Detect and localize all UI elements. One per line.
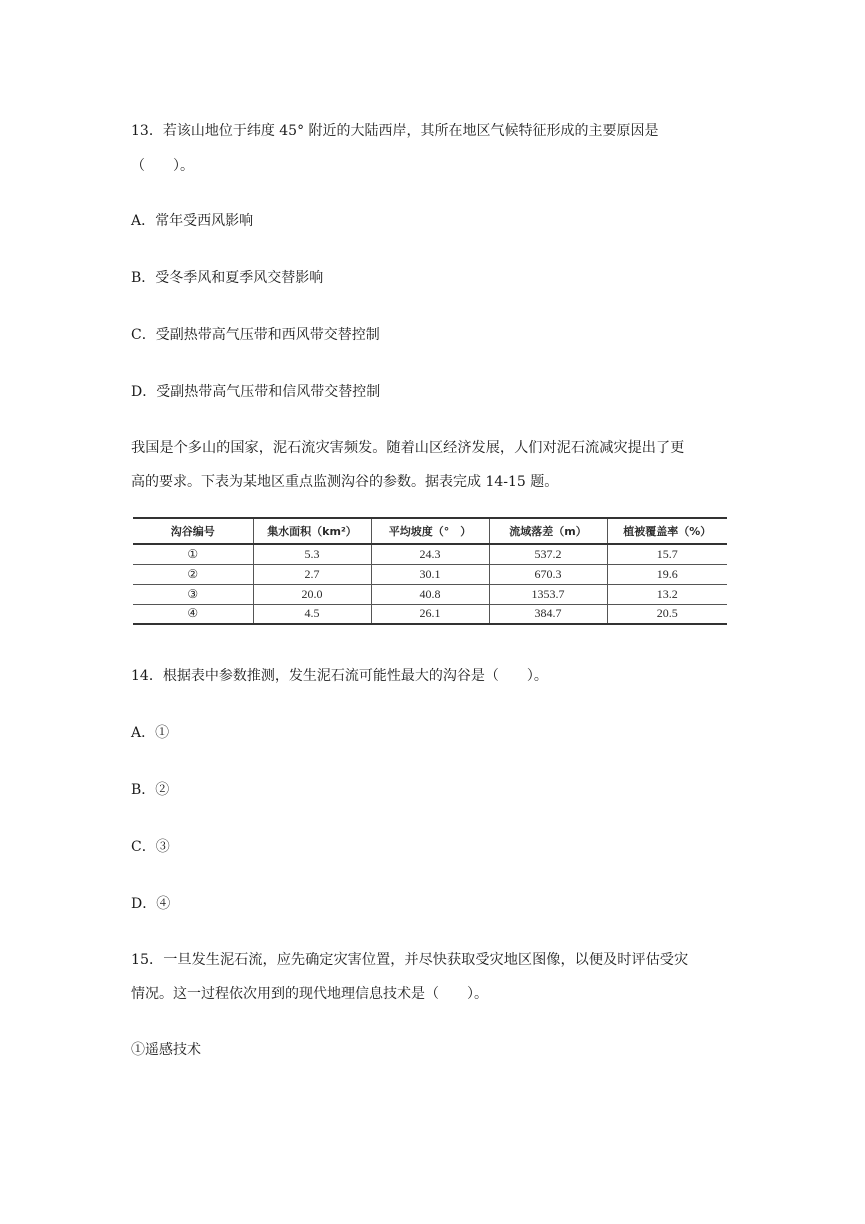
table-row [133,564,727,584]
q14-option-d: D．④ [131,896,171,912]
q15-stem-line1: 15．一旦发生泥石流，应先确定灾害位置，并尽快获取受灾地区图像，以便及时评估受灾 [131,952,689,968]
table-cell: 1353.7 [489,584,607,604]
table-cell: ④ [133,604,253,624]
table-cell: ③ [133,584,253,604]
table-cell: 670.3 [489,564,607,584]
table-cell: 19.6 [607,564,727,584]
table-cell: 5.3 [253,544,371,564]
q14-option-b: B．② [131,782,170,798]
table-cell: 40.8 [371,584,489,604]
q13-stem-line1: 13．若该山地位于纬度 45° 附近的大陆西岸，其所在地区气候特征形成的主要原因是 [131,123,659,139]
table-cell: 30.1 [371,564,489,584]
table-header-cell: 平均坡度（° ） [371,518,489,544]
q13-option-b: B．受冬季风和夏季风交替影响 [131,270,324,286]
table-cell: 26.1 [371,604,489,624]
table-cell: 537.2 [489,544,607,564]
table-row [133,544,727,564]
table-cell: ② [133,564,253,584]
q13-stem-line2: （ ）。 [131,158,194,174]
table-header-cell: 集水面积（km²） [253,518,371,544]
q13-option-d: D．受副热带高气压带和信风带交替控制 [131,384,381,400]
table-cell: 20.5 [607,604,727,624]
table-header-row [133,518,727,544]
table-header-cell: 流域落差（m） [489,518,607,544]
table-cell: 4.5 [253,604,371,624]
table-header-cell: 植被覆盖率（%） [607,518,727,544]
gully-parameter-table [133,517,727,625]
table-cell: 15.7 [607,544,727,564]
table-cell: 13.2 [607,584,727,604]
q14-option-c: C．③ [131,839,170,855]
table-row [133,604,727,624]
q15-stem-line2: 情况。这一过程依次用到的现代地理信息技术是（ ）。 [131,986,488,1002]
intro-line2: 高的要求。下表为某地区重点监测沟谷的参数。据表完成 14-15 题。 [131,474,559,490]
table-cell: 384.7 [489,604,607,624]
intro-line1: 我国是个多山的国家，泥石流灾害频发。随着山区经济发展，人们对泥石流减灾提出了更 [131,440,685,456]
table-row [133,584,727,604]
table-cell: ① [133,544,253,564]
q13-option-a: A．常年受西风影响 [131,213,254,229]
q15-item-1: ①遥感技术 [131,1042,201,1058]
q14-stem: 14．根据表中参数推测，发生泥石流可能性最大的沟谷是（ ）。 [131,668,548,684]
table-cell: 20.0 [253,584,371,604]
q13-option-c: C．受副热带高气压带和西风带交替控制 [131,327,380,343]
q14-option-a: A．① [131,725,170,741]
table-cell: 24.3 [371,544,489,564]
table-header-cell: 沟谷编号 [133,518,253,544]
table-cell: 2.7 [253,564,371,584]
